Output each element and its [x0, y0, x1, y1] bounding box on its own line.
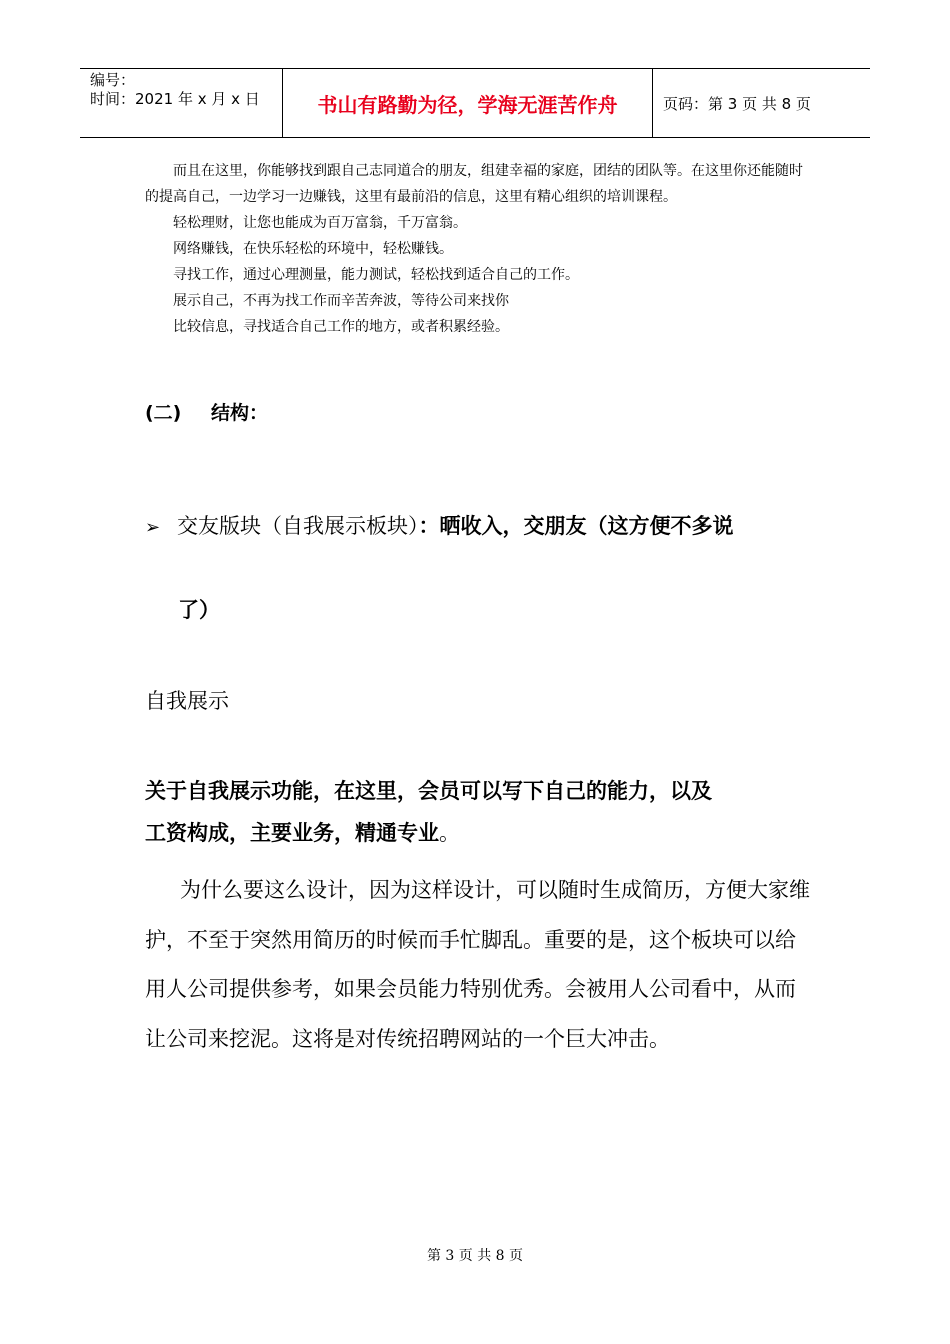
showcase-line-2: 工资构成，主要业务，精通专业 — [145, 821, 439, 845]
header-left-cell — [80, 69, 282, 137]
showcase-description — [145, 770, 810, 854]
showcase-line-2-end: 。 — [439, 821, 460, 845]
page-footer: 第 3 页 共 8 页 — [426, 1248, 524, 1264]
header-page-number: 页码：第 3 页 共 8 页 — [663, 94, 811, 113]
intro-block — [145, 158, 810, 340]
showcase-line-1: 关于自我展示功能，在这里，会员可以写下自己的能力，以及 — [145, 779, 712, 803]
document-date-label: 时间：2021 年 x 月 x 日 — [90, 90, 260, 108]
section-heading — [145, 398, 268, 425]
intro-paragraph: 而且在这里，你能够找到跟自己志同道合的朋友，组建幸福的家庭，团结的团队等。在这里你还能随时的提高自己，一边学习一边赚钱，这里有最前沿的信息，这里有精心组织的培训课程。 — [145, 163, 803, 205]
bullet-bold-text: ：晒收入，交朋友（这方便不多说 — [418, 514, 734, 538]
bullet-item — [145, 510, 734, 540]
header-motto: 书山有路勤为径，学海无涯苦作舟 — [282, 69, 653, 137]
intro-item-finance: 轻松理财，让您也能成为百万富翁，千万富翁。 — [173, 215, 467, 231]
document-number-label: 编号： — [90, 71, 136, 89]
design-rationale-paragraph — [145, 866, 810, 1064]
section-number: (二) — [145, 402, 182, 424]
arrow-bullet-icon: ➢ — [145, 517, 161, 538]
intro-item-showcase: 展示自己，不再为找工作而辛苦奔波，等待公司来找你 — [173, 293, 509, 309]
intro-item-compare: 比较信息，寻找适合自己工作的地方，或者积累经验。 — [173, 319, 509, 335]
intro-item-earn: 网络赚钱，在快乐轻松的环境中，轻松赚钱。 — [173, 241, 453, 257]
section-title: 结构： — [211, 402, 269, 424]
bullet-continuation: 了） — [178, 598, 220, 622]
bullet-lead-text: 交友版块（自我展示板块） — [177, 514, 419, 538]
page-header — [80, 68, 870, 138]
intro-item-jobs: 寻找工作，通过心理测量，能力测试，轻松找到适合自己的工作。 — [173, 267, 579, 283]
subtitle-self-showcase: 自我展示 — [145, 689, 229, 713]
design-rationale-text: 为什么要这么设计，因为这样设计，可以随时生成简历，方便大家维护，不至于突然用简历的时候而手忙脚乱。重要的是，这个板块可以给用人公司提供参考，如果会员能力特别优秀。会被用人公司看中，从而让公司来挖泥。这将是对传统招聘网站的一个巨大冲击。 — [145, 878, 810, 1051]
